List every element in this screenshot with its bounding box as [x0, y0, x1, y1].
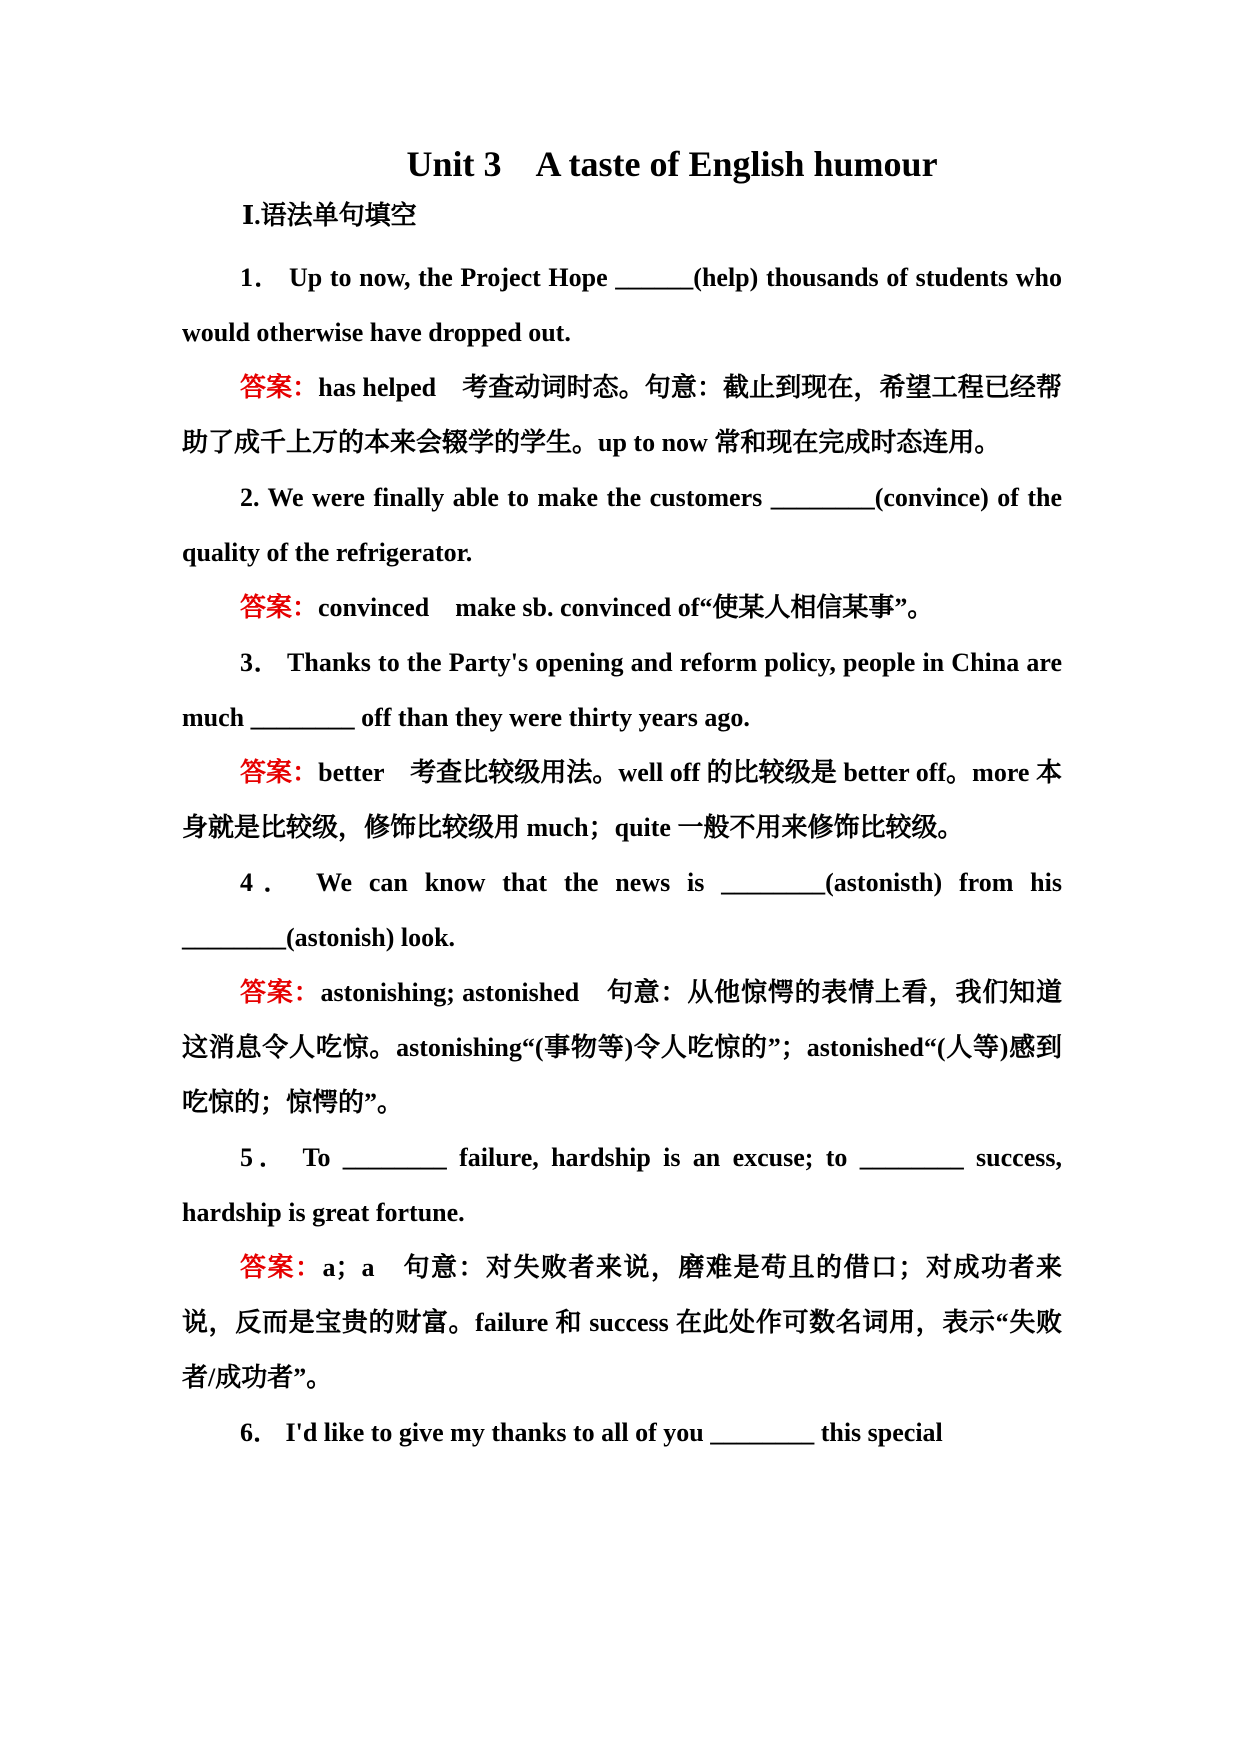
question-6: 6． I'd like to give my thanks to all of you ________ this special — [240, 1418, 943, 1447]
question-3: 3． Thanks to the Party's opening and reform policy, people in China are much ________ off than they were thirty years ago. — [182, 648, 1062, 732]
answer-2 — [182, 580, 1062, 635]
answer-label: 答案： — [240, 373, 319, 402]
answer-5 — [182, 1240, 1062, 1405]
question-4: 4． We can know that the news is ________(astonisth) from his ________(astonish) look. — [182, 868, 1062, 952]
answer-text: astonishing; astonished 句意：从他惊愕的表情上看，我们知道这消息令人吃惊。astonishing“(事物等)令人吃惊的”；astonished“(人等)感到吃惊的；惊愕的”。 — [182, 978, 1062, 1117]
answer-label: 答案： — [240, 1253, 323, 1282]
question-1: 1． Up to now, the Project Hope ______(help) thousands of students who would otherwise have dropped out. — [182, 263, 1062, 347]
answer-label: 答案： — [240, 758, 319, 787]
answer-4 — [182, 965, 1062, 1130]
document-page — [182, 140, 1062, 1460]
question-5: 5． To ________ failure, hardship is an excuse; to ________ success, hardship is great fortune. — [182, 1143, 1062, 1227]
answer-text: has helped 考查动词时态。句意：截止到现在，希望工程已经帮助了成千上万的本来会辍学的学生。up to now 常和现在完成时态连用。 — [182, 373, 1062, 457]
answer-text: convinced make sb. convinced of“使某人相信某事”。 — [318, 593, 934, 622]
answer-text: better 考查比较级用法。well off 的比较级是 better off。more 本身就是比较级，修饰比较级用 much；quite 一般不用来修饰比较级。 — [182, 758, 1062, 842]
section-heading: Ⅰ.语法单句填空 — [242, 201, 417, 230]
answer-label: 答案： — [240, 593, 319, 622]
page-title: Unit 3 A taste of English humour — [406, 144, 938, 184]
answer-label: 答案： — [240, 978, 321, 1007]
answer-1 — [182, 360, 1062, 470]
answer-text: a；a 句意：对失败者来说，磨难是苟且的借口；对成功者来说，反而是宝贵的财富。failure 和 success 在此处作可数名词用，表示“失败者/成功者”。 — [182, 1253, 1062, 1392]
answer-3 — [182, 745, 1062, 855]
question-2: 2. We were finally able to make the customers ________(convince) of the quality of the refrigerator. — [182, 483, 1062, 567]
